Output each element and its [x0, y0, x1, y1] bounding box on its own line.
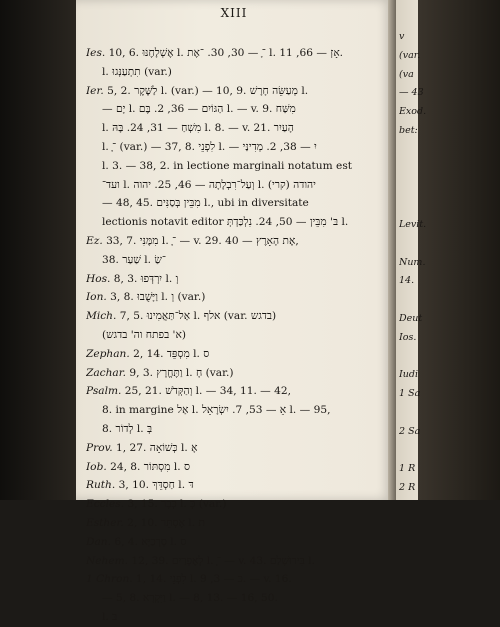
text-line — [86, 138, 386, 157]
book-reference: Ruth. — [86, 479, 116, 492]
line-text: 7, 5. אַל־תַּאֲמִינוּ l. אלף (var. בדגש) — [119, 310, 277, 323]
facing-line: Deut — [399, 312, 423, 324]
facing-line: Iudi — [399, 369, 418, 381]
text-line — [86, 589, 386, 608]
line-text: l. בּ — [102, 610, 118, 623]
line-text: 3, 8. וַיָּשֻׁבוּ l. וְ (var.) — [110, 291, 206, 304]
background-right — [418, 0, 500, 500]
book-reference: Eccles. — [86, 498, 125, 511]
book-reference: Ion. — [86, 291, 107, 304]
line-text: 2, 10. אֶסְתֵּר l. ת — [127, 516, 205, 529]
text-line — [86, 420, 386, 439]
facing-page-text — [399, 28, 427, 554]
facing-line: v — [399, 31, 405, 42]
facing-line: bet: — [399, 124, 418, 136]
text-line — [86, 439, 386, 458]
line-text: 6, 4. סָרְכַיָּא l. ס — [114, 535, 187, 548]
line-text: 5, 2. לַשֶּׁקֶר l. (var.) — 10, 9. מְעַשֵּׂה חָרָשׁ l. — [107, 84, 309, 97]
text-line — [86, 533, 386, 552]
facing-line — [399, 235, 427, 254]
line-text: 2, 14. מִסְפֵּד l. ס — [133, 347, 210, 360]
line-text: 3, 15. כְּבָר l. כְּ (var.) — [127, 498, 227, 511]
line-text: lectionis notavit editor בּ' מִבֵּין — 50, 24. נִלְכַּדְתְּ l. — [102, 216, 349, 229]
line-text: l. 3. — 38, 2. in lectione marginali notatum est — [102, 159, 353, 172]
facing-line — [399, 536, 427, 555]
book-reference: Ez. — [86, 234, 103, 247]
line-text: 1, 14. לִפְנֵי l. כּ — 3, 9. — v. 16. — [136, 573, 292, 586]
book-reference: Mich. — [86, 310, 117, 323]
facing-line: 2 Sa — [399, 425, 421, 437]
facing-line: Levit. — [399, 218, 427, 230]
line-text: 8. לְדוֹר l. בְּ — [102, 422, 153, 435]
text-line — [86, 552, 386, 571]
facing-line: (va — [399, 68, 414, 80]
text-line — [86, 345, 386, 364]
text-line — [86, 608, 386, 627]
text-line — [86, 458, 386, 477]
line-text: 8. in margine אַל l. אֵ — 53, 7. יִשְׂרָאֵל l. — 95, — [102, 404, 331, 417]
line-text: — 5, 8. וַיִּקְרָא l. — 8, 13. — 16, 50. — [102, 592, 278, 605]
book-reference: Iob. — [86, 460, 107, 473]
facing-line — [399, 291, 427, 310]
facing-line: — 43 — [399, 87, 424, 99]
line-text: 33, 7. מִמֶּנִּי l. ־ָ — v. 29. אֶת הָאָרֶץ — 40, — [106, 234, 299, 247]
text-line — [86, 82, 386, 101]
text-line — [86, 570, 386, 589]
text-line — [86, 270, 386, 289]
text-line — [86, 44, 386, 63]
text-line — [86, 288, 386, 307]
facing-line: 14. — [399, 275, 415, 287]
text-line — [86, 213, 386, 232]
line-text: — יָם l. הַגּוֹיִם — 36, 2. בֶּם l. — v. 9. מִשַּׁח — [102, 103, 296, 116]
line-text: 1, 27. כְּשׁוֹאָה l. אָ — [116, 441, 198, 454]
facing-line — [399, 141, 427, 160]
page-text — [86, 44, 386, 627]
line-text: 25, 21. וְהַקְּדֹשׁ l. — 34, 11. — 42, — [124, 385, 291, 398]
facing-line: Num. — [399, 256, 426, 268]
text-line — [86, 476, 386, 495]
background-left — [0, 0, 78, 500]
line-text: — 48, 45. מִבֵּין בְּסַנִּים l., ubi in diversitate — [102, 197, 309, 210]
book-reference: Nehem. — [86, 554, 129, 567]
book-reference: Ies. — [86, 47, 106, 59]
facing-line: Ios. — [399, 331, 417, 343]
text-line — [86, 119, 386, 138]
text-line — [86, 176, 386, 195]
text-line — [86, 401, 386, 420]
page-number: XIII — [220, 6, 248, 20]
line-text: (א' בפתח וה' בדגש) — [102, 328, 186, 341]
line-text: l. מִשְׁחַ — 31, 24. בָּהּ l. 8. — v. 21. הָעַיִר — [102, 122, 294, 135]
facing-line: (var. — [399, 49, 421, 61]
facing-line — [399, 197, 427, 216]
facing-line — [399, 178, 427, 197]
line-text: 12, 39. לְאֶפְרַיִם l. ־ְ — v. 43. בִּירוּשָׁלַם l. — [131, 554, 315, 567]
book-reference: Prov. — [86, 441, 113, 454]
facing-line — [399, 348, 427, 367]
line-text: ועד־ l. וְעַל־רִבְלָתָה — 46, 25. יהוה l. יהודה (קרי) — [102, 178, 316, 191]
text-line — [86, 364, 386, 383]
facing-line — [399, 442, 427, 461]
facing-line — [399, 517, 427, 536]
line-text: 24, 8. מִסְתּוֹר l. ס — [110, 460, 191, 473]
book-reference: Ier. — [86, 84, 104, 97]
text-line — [86, 495, 386, 514]
book-reference: Dan. — [86, 535, 111, 548]
book-reference: 1 Chron. — [86, 573, 133, 586]
text-line — [86, 307, 386, 326]
facing-line: Exod. — [399, 106, 427, 118]
book-gutter — [388, 0, 396, 500]
text-line — [86, 63, 386, 82]
text-line — [86, 514, 386, 533]
facing-line — [399, 498, 427, 517]
text-line — [86, 382, 386, 401]
text-line — [86, 251, 386, 270]
text-line — [86, 157, 386, 176]
book-reference: Zephan. — [86, 347, 130, 360]
facing-line: 2 R — [399, 482, 416, 494]
text-line — [86, 326, 386, 345]
facing-line — [399, 160, 427, 179]
line-text: l. ־ָ (var.) — 37, 8. לִפְנֵי l. — יִ — 38, 2. מְדִינַּי — [102, 140, 317, 153]
line-text: 10, 6. אֶשְׁלָחֶנּוּ l. ־ָ — 30, 30. ־אֶת l. אָזְ — 66, 11. — [108, 47, 344, 59]
text-line — [86, 194, 386, 213]
line-text: l. תִתְעַנְּגוּ (var.) — [102, 65, 172, 78]
text-line — [86, 232, 386, 251]
line-text: 3, 10. חַסְדֵּךְ l. דּ — [118, 479, 194, 492]
book-reference: Hos. — [86, 272, 111, 285]
book-reference: Esther. — [86, 516, 124, 529]
facing-line — [399, 404, 427, 423]
line-text: 9, 3. וַתֶּחֱרָץ l. חָ (var.) — [129, 366, 234, 379]
book-reference: Psalm. — [86, 385, 122, 398]
book-reference: Zachar. — [86, 366, 127, 379]
facing-line: 1 R — [399, 463, 416, 475]
line-text: 8, 3. יִרְדְּפוּ l. וְ — [113, 272, 179, 285]
line-text: 38. שַׁעַר l. ־שַׂ — [102, 253, 166, 266]
text-line — [86, 100, 386, 119]
facing-line: 1 Sa — [399, 388, 421, 400]
